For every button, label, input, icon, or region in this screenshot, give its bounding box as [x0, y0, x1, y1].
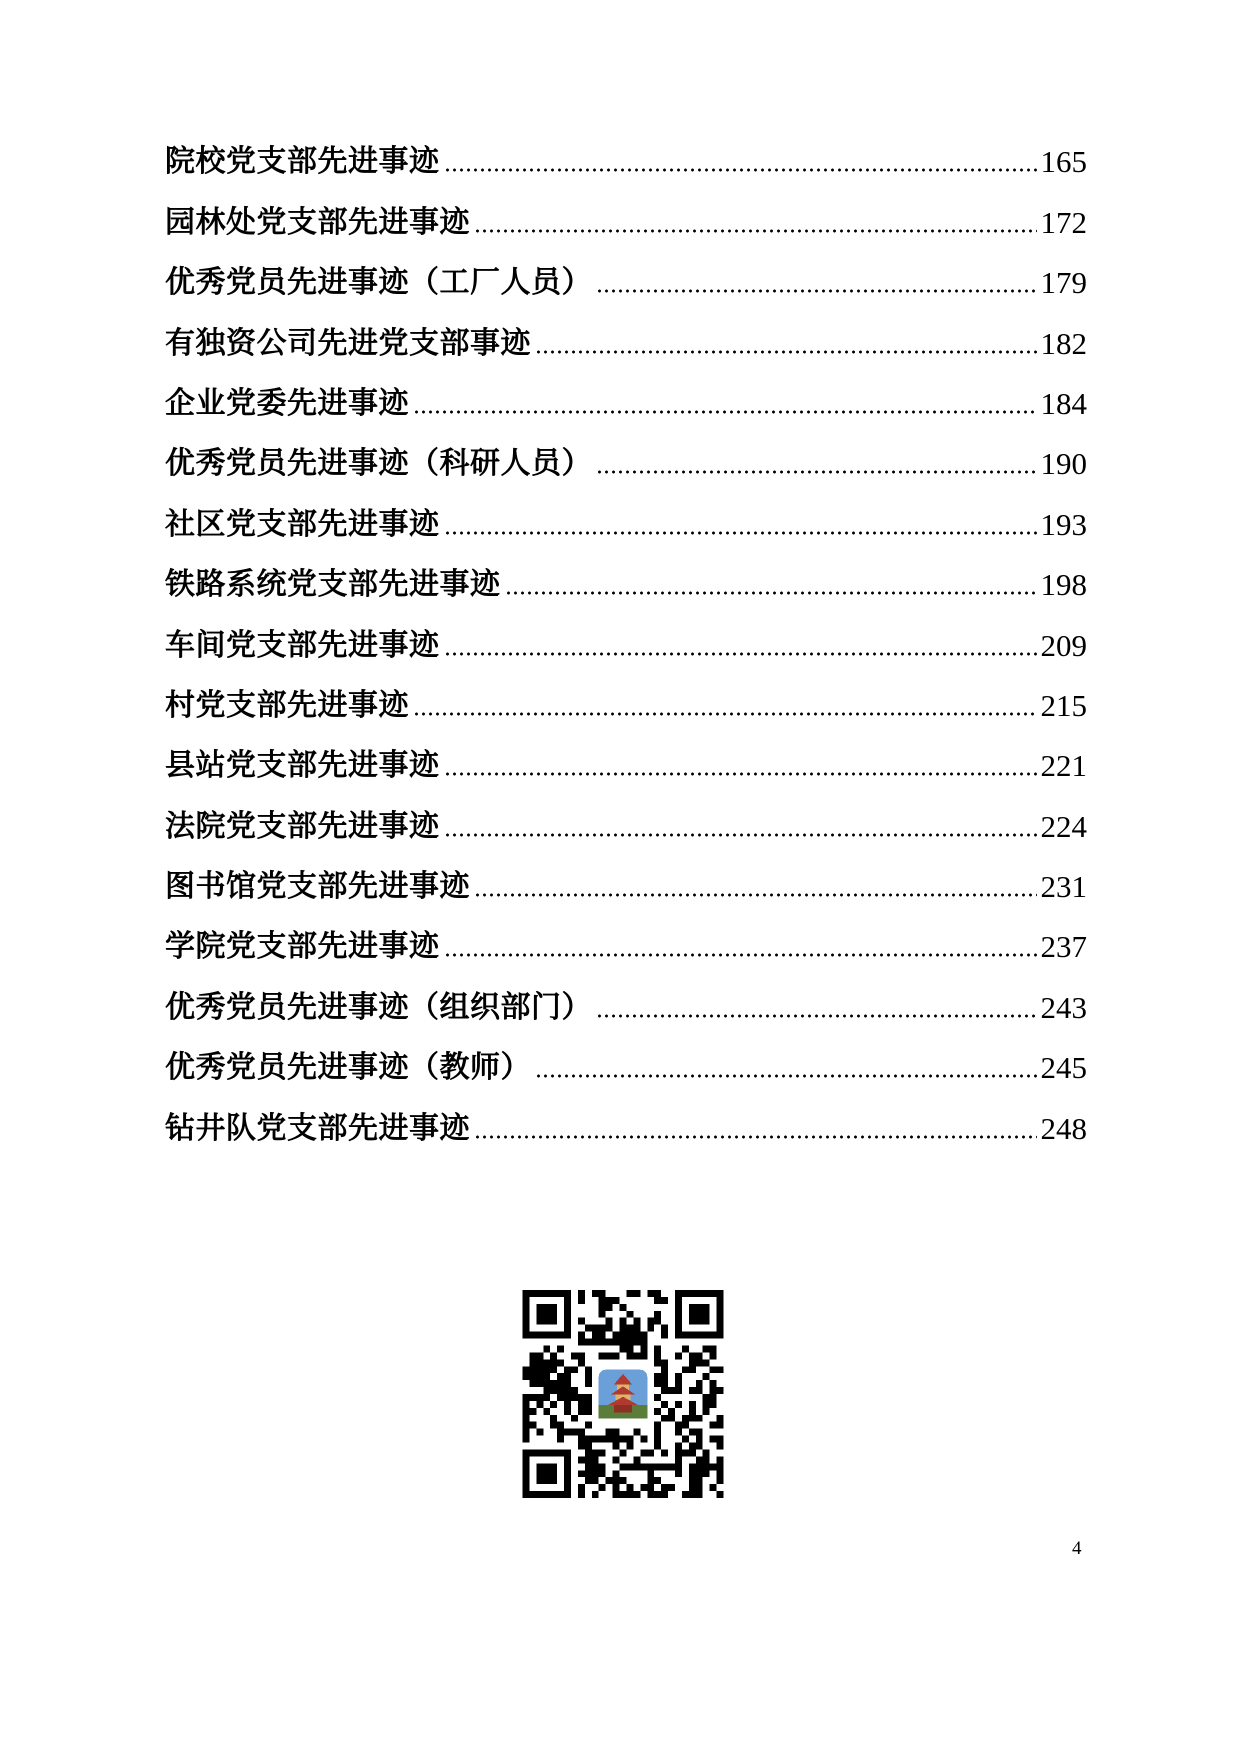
toc-entry-page: 237: [1040, 929, 1087, 965]
toc-entry[interactable]: [165, 362, 1087, 422]
toc-entry[interactable]: [165, 241, 1087, 301]
toc-entry[interactable]: [165, 482, 1087, 542]
dot-leader: [535, 1073, 1037, 1079]
toc-entry-page: 209: [1040, 627, 1087, 663]
toc-entry-title: 铁路系统党支部先进事迹: [165, 567, 501, 603]
toc-entry-title: 法院党支部先进事迹: [165, 808, 440, 844]
toc-entry-title: 车间党支部先进事迹: [165, 627, 440, 663]
dot-leader: [596, 469, 1037, 475]
pagoda-logo-icon: [595, 1366, 650, 1421]
toc-entry[interactable]: [165, 180, 1087, 240]
dot-leader: [444, 167, 1037, 173]
toc-entry-page: 172: [1040, 204, 1087, 240]
toc-entry-title: 县站党支部先进事迹: [165, 748, 440, 784]
qr-code: [522, 1290, 724, 1498]
toc-entry-page: 231: [1040, 869, 1087, 905]
dot-leader: [444, 771, 1037, 777]
toc-entry-page: 190: [1040, 446, 1087, 482]
toc-entry-title: 园林处党支部先进事迹: [165, 204, 470, 240]
toc-entry-title: 学院党支部先进事迹: [165, 929, 440, 965]
toc-entry[interactable]: [165, 301, 1087, 361]
dot-leader: [444, 530, 1037, 536]
toc-entry-page: 165: [1040, 144, 1087, 180]
toc-entry[interactable]: [165, 784, 1087, 844]
toc-entry-title: 图书馆党支部先进事迹: [165, 869, 470, 905]
toc-entry-page: 248: [1040, 1110, 1087, 1146]
dot-leader: [596, 288, 1037, 294]
toc-entry-page: 245: [1040, 1050, 1087, 1086]
toc-entry[interactable]: [165, 1086, 1087, 1146]
toc-entry-title: 钻井队党支部先进事迹: [165, 1110, 470, 1146]
dot-leader: [596, 1013, 1037, 1019]
toc-entry[interactable]: [165, 965, 1087, 1025]
dot-leader: [413, 409, 1037, 415]
dot-leader: [413, 711, 1037, 717]
toc-entry-title: 有独资公司先进党支部事迹: [165, 325, 531, 361]
toc-entry-page: 243: [1040, 989, 1087, 1025]
page-number: 4: [1072, 1538, 1082, 1559]
dot-leader: [535, 349, 1037, 355]
dot-leader: [474, 892, 1037, 898]
dot-leader: [505, 590, 1037, 596]
toc-entry-page: 221: [1040, 748, 1087, 784]
toc-entry-page: 215: [1040, 687, 1087, 723]
toc-entry-page: 198: [1040, 567, 1087, 603]
toc-entry[interactable]: [165, 724, 1087, 784]
toc-entry-title: 企业党委先进事迹: [165, 385, 409, 421]
toc-entry[interactable]: [165, 845, 1087, 905]
toc-entry-page: 193: [1040, 506, 1087, 542]
toc-entry[interactable]: [165, 422, 1087, 482]
toc-entry[interactable]: [165, 603, 1087, 663]
dot-leader: [444, 651, 1037, 657]
toc-entry[interactable]: [165, 1026, 1087, 1086]
toc-entry-title: 优秀党员先进事迹（科研人员）: [165, 446, 592, 482]
table-of-contents: [165, 120, 1087, 1147]
dot-leader: [444, 832, 1037, 838]
toc-entry-title: 社区党支部先进事迹: [165, 506, 440, 542]
toc-entry-page: 184: [1040, 385, 1087, 421]
dot-leader: [444, 952, 1037, 958]
toc-entry[interactable]: [165, 543, 1087, 603]
toc-entry-page: 182: [1040, 325, 1087, 361]
toc-entry-title: 优秀党员先进事迹（教师）: [165, 1050, 531, 1086]
toc-entry-page: 224: [1040, 808, 1087, 844]
toc-entry-page: 179: [1040, 265, 1087, 301]
dot-leader: [474, 1134, 1037, 1140]
toc-entry-title: 优秀党员先进事迹（组织部门）: [165, 989, 592, 1025]
toc-entry[interactable]: [165, 905, 1087, 965]
toc-entry[interactable]: [165, 120, 1087, 180]
toc-entry-title: 院校党支部先进事迹: [165, 144, 440, 180]
toc-entry-title: 优秀党员先进事迹（工厂人员）: [165, 265, 592, 301]
dot-leader: [474, 228, 1037, 234]
toc-entry[interactable]: [165, 664, 1087, 724]
qr-code-icon: [522, 1290, 724, 1498]
toc-entry-title: 村党支部先进事迹: [165, 687, 409, 723]
